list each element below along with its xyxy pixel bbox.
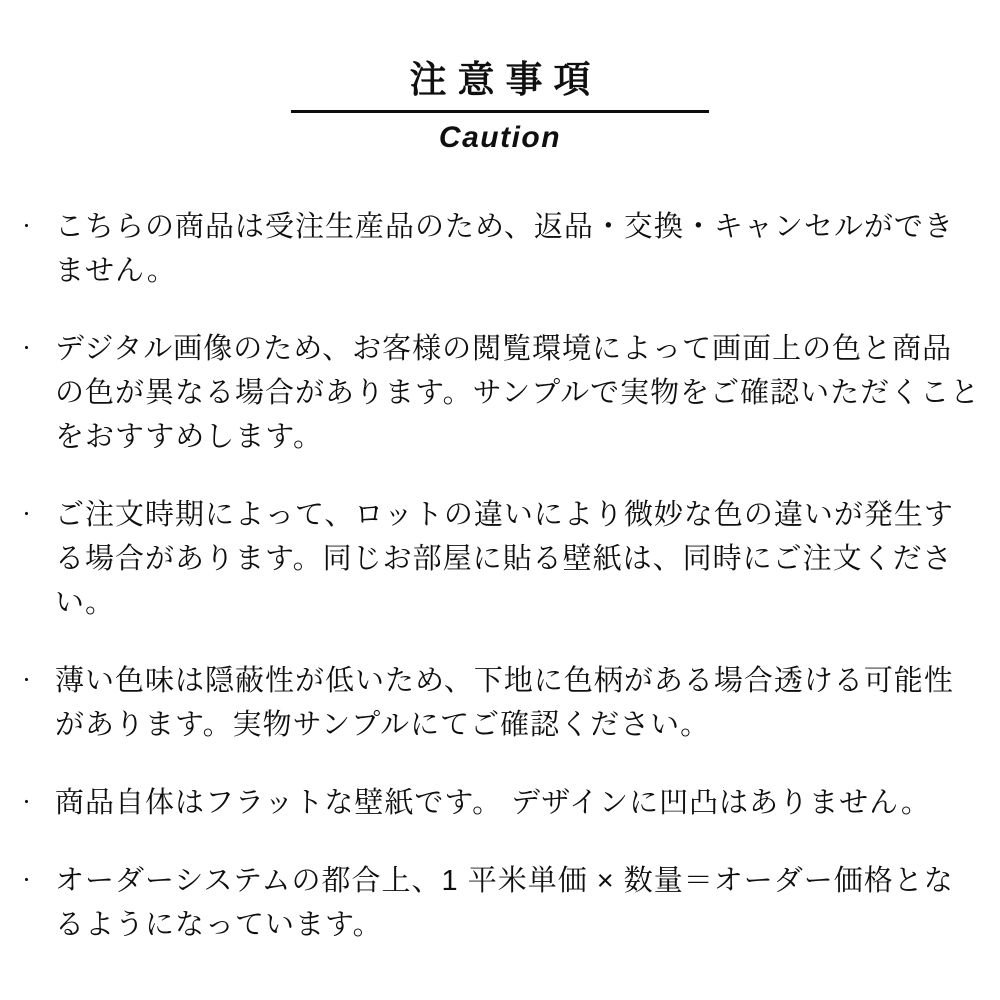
bullet-marker: ・ [18,871,36,891]
bullet-marker: ・ [18,505,36,525]
page-subtitle: Caution [438,121,562,155]
note-text: 薄い色味は隠蔽性が低いため、下地に色柄がある場合透ける可能性があります。実物サンプルにてご確認ください。 [55,665,954,742]
note-text: オーダーシステムの都合上、1 平米単価 × 数量＝オーダー価格となるようになっています。 [55,865,954,942]
title-underline [291,110,709,113]
bullet-marker: ・ [18,217,36,237]
note-text: 商品自体はフラットな壁紙です。 デザインに凹凸はありません。 [55,787,931,820]
list-item [18,327,982,459]
list-item [18,493,982,625]
page-title: 注意事項 [409,59,602,100]
list-item [18,781,982,825]
bullet-marker: ・ [18,339,36,359]
title-block [0,0,1000,156]
list-item [18,659,982,747]
note-text: ご注文時期によって、ロットの違いにより微妙な色の違いが発生する場合があります。同じお部屋に貼る壁紙は、同時にご注文ください。 [55,499,954,620]
list-item [18,205,982,293]
note-text: こちらの商品は受注生産品のため、返品・交換・キャンセルができません。 [55,211,954,288]
list-item [18,859,982,947]
caution-list [0,205,1000,947]
bullet-marker: ・ [18,793,36,813]
note-text: デジタル画像のため、お客様の閲覧環境によって画面上の色と商品の色が異なる場合があります。サンプルで実物をご確認いただくことをおすすめします。 [55,333,981,454]
bullet-marker: ・ [18,671,36,691]
